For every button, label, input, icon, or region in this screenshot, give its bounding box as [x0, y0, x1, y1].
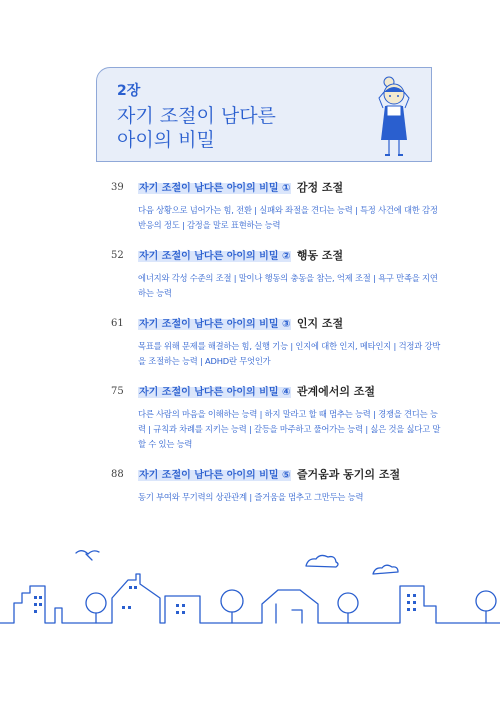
topic-title: 행동 조절	[296, 249, 344, 262]
page-number: 52	[111, 250, 124, 261]
series-label: 자기 조절이 남다른 아이의 비밀 ②	[139, 251, 291, 262]
entry-description: 다음 상황으로 넘어가는 힘, 전환 | 실패와 좌절을 견디는 능력 | 특정 사건에 대한 감정 반응의 정도 | 감정을 말로 표현하는 능력	[138, 205, 438, 230]
girl-illustration	[369, 74, 419, 160]
chapter-title	[117, 104, 276, 152]
chapter-title-line1: 자기 조절이 남다른	[117, 105, 276, 127]
topic-title: 감정 조절	[296, 181, 344, 194]
city-skyline-illustration	[0, 540, 500, 640]
toc-entry[interactable]	[111, 248, 441, 301]
toc-entry[interactable]	[111, 316, 441, 369]
page-number: 39	[111, 182, 124, 193]
series-label: 자기 조절이 남다른 아이의 비밀 ⑤	[139, 470, 291, 481]
entry-description: 동기 부여와 무기력의 상관관계 | 즐거움을 멈추고 그만두는 능력	[138, 492, 364, 502]
entry-description: 다른 사람의 마음을 이해하는 능력 | 하지 말라고 할 때 멈추는 능력 | 경쟁을 견디는 능력 | 규칙과 차례를 지키는 능력 | 갈등을 마주하고 풀어가는 능력 | 싫은 것을 싫다고 말할 수 있는 능력	[138, 409, 441, 449]
entry-description: 목표를 위해 문제를 해결하는 힘, 실행 기능 | 인지에 대한 인지, 메타인지 | 걱정과 강박을 조절하는 능력 | ADHD란 무엇인가	[138, 341, 441, 366]
chapter-title-line2: 아이의 비밀	[117, 129, 215, 151]
series-label: 자기 조절이 남다른 아이의 비밀 ④	[139, 387, 291, 398]
bird-icon	[76, 551, 99, 554]
page-number: 75	[111, 386, 124, 397]
series-label: 자기 조절이 남다른 아이의 비밀 ①	[139, 183, 291, 194]
page-number: 88	[111, 469, 124, 480]
page-number: 61	[111, 318, 124, 329]
table-of-contents	[111, 180, 441, 520]
toc-entry[interactable]	[111, 180, 441, 233]
series-label: 자기 조절이 남다른 아이의 비밀 ③	[139, 319, 291, 330]
toc-entry[interactable]	[111, 467, 441, 505]
cloud-icon	[373, 565, 398, 574]
entry-description: 에너지와 각성 수준의 조절 | 말이나 행동의 충동을 참는, 억제 조절 | 욕구 만족을 지연하는 능력	[138, 273, 438, 298]
chapter-header	[96, 67, 432, 162]
cloud-icon	[306, 555, 338, 567]
chapter-number: 2장	[117, 83, 141, 99]
topic-title: 즐거움과 동기의 조절	[296, 468, 401, 481]
toc-entry[interactable]	[111, 384, 441, 452]
topic-title: 관계에서의 조절	[296, 385, 376, 398]
topic-title: 인지 조절	[296, 317, 344, 330]
